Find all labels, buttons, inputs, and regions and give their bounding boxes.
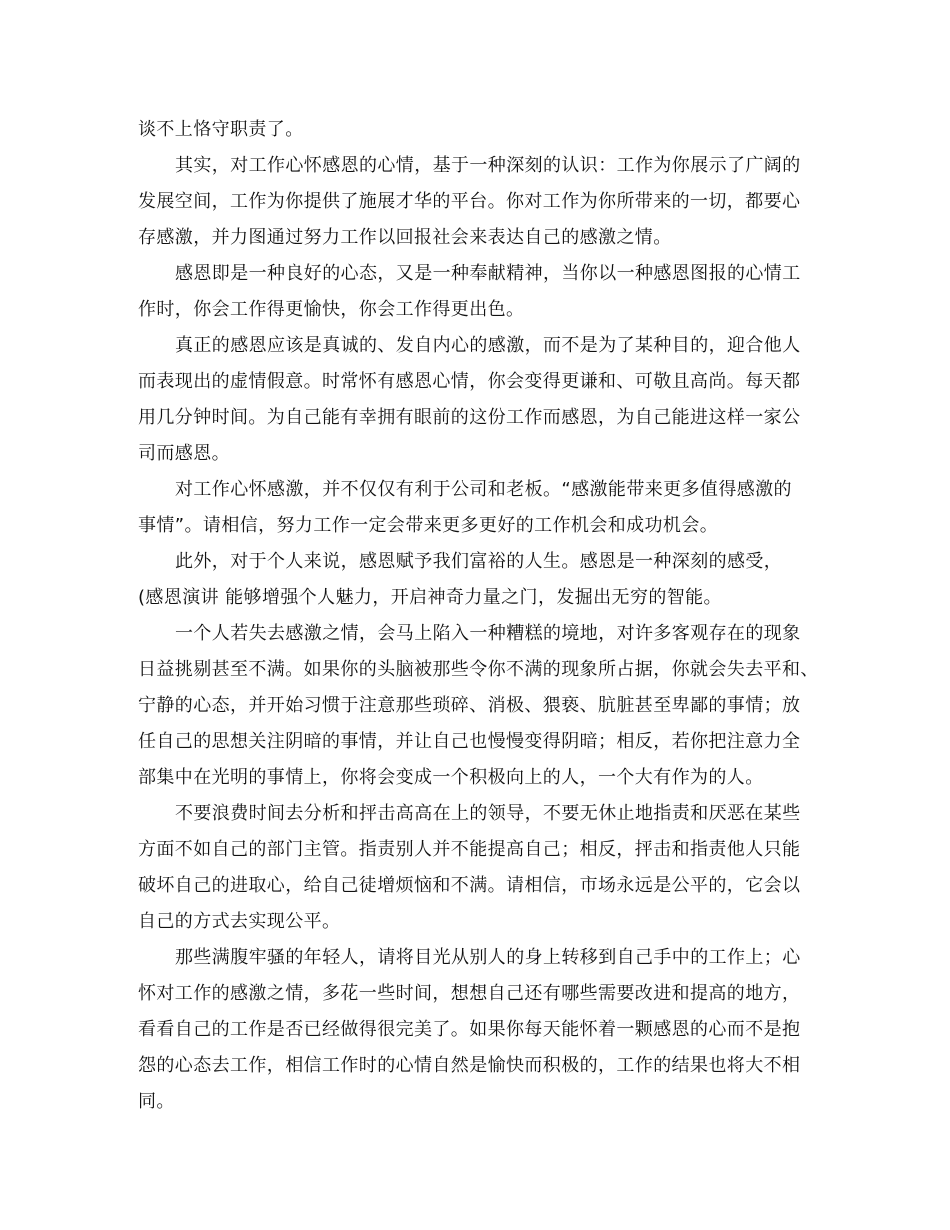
text-line: 怀对工作的感激之情，多花一些时间，想想自己还有哪些需要改进和提高的地方， [138,983,801,1004]
text-line: 同。 [138,1091,175,1112]
text-line: 感恩即是一种良好的心态，又是一种奉献精神，当你以一种感恩图报的心情工 [175,263,801,284]
text-line: 任自己的思想关注阴暗的事情，并让自己也慢慢变得阴暗；相反，若你把注意力全 [138,731,801,752]
paragraph-1 [138,112,814,148]
text-line: 对工作心怀感激，并不仅仅有利于公司和老板。“感激能带来更多值得感激的 [175,479,792,500]
text-line: 看看自己的工作是否已经做得很完美了。如果你每天能怀着一颗感恩的心而不是抱 [138,1019,801,1040]
text-line: 宁静的心态，并开始习惯于注意那些琐碎、消极、猥亵、肮脏甚至卑鄙的事情；放 [138,695,801,716]
paragraph-8 [138,796,814,940]
paragraph-7 [138,616,819,796]
text-line: 作时，你会工作得更愉快，你会工作得更出色。 [138,299,525,320]
text-line: 方面不如自己的部门主管。指责别人并不能提高自己；相反，抨击和指责他人只能 [138,839,801,860]
text-line: 怨的心态去工作，相信工作时的心情自然是愉快而积极的，工作的结果也将大不相 [138,1055,801,1076]
text-line: 真正的感恩应该是真诚的、发自内心的感激，而不是为了某种目的，迎合他人 [175,335,801,356]
paragraph-3 [138,256,814,328]
paragraph-2 [138,148,814,256]
document-body [138,112,819,1120]
paragraph-6 [138,544,814,616]
text-line: 此外，对于个人来说，感恩赋予我们富裕的人生。感恩是一种深刻的感受， [175,551,783,572]
text-line: 那些满腹牢骚的年轻人，请将目光从别人的身上转移到自己手中的工作上；心 [175,947,801,968]
text-line: 一个人若失去感激之情，会马上陷入一种糟糕的境地，对许多客观存在的现象 [175,623,801,644]
text-line: 不要浪费时间去分析和抨击高高在上的领导，不要无休止地指责和厌恶在某些 [175,803,801,824]
text-line: 司而感恩。 [138,443,230,464]
text-line: 自己的方式去实现公平。 [138,911,341,932]
text-line: 事情”。请相信，努力工作一定会带来更多更好的工作机会和成功机会。 [138,515,719,536]
text-line: 谈不上恪守职责了。 [138,119,304,140]
text-line: 发展空间，工作为你提供了施展才华的平台。你对工作为你所带来的一切，都要心 [138,191,801,212]
text-line: 存感激，并力图通过努力工作以回报社会来表达自己的感激之情。 [138,227,672,248]
text-line: 日益挑剔甚至不满。如果你的头脑被那些令你不满的现象所占据，你就会失去平和、 [138,659,819,680]
paragraph-4 [138,328,814,472]
text-line: 破坏自己的进取心，给自己徒增烦恼和不满。请相信，市场永远是公平的，它会以 [138,875,801,896]
text-line: 其实，对工作心怀感恩的心情，基于一种深刻的认识：工作为你展示了广阔的 [175,155,801,176]
text-line: 用几分钟时间。为自己能有幸拥有眼前的这份工作而感恩，为自己能进这样一家公 [138,407,801,428]
text-line: 而表现出的虚情假意。时常怀有感恩心情，你会变得更谦和、可敬且高尚。每天都 [138,371,801,392]
text-line: 部集中在光明的事情上，你将会变成一个积极向上的人，一个大有作为的人。 [138,767,764,788]
text-line: (感恩演讲 能够增强个人魅力，开启神奇力量之门，发掘出无穷的智能。 [138,587,722,608]
paragraph-9 [138,940,814,1120]
paragraph-5 [138,472,814,544]
